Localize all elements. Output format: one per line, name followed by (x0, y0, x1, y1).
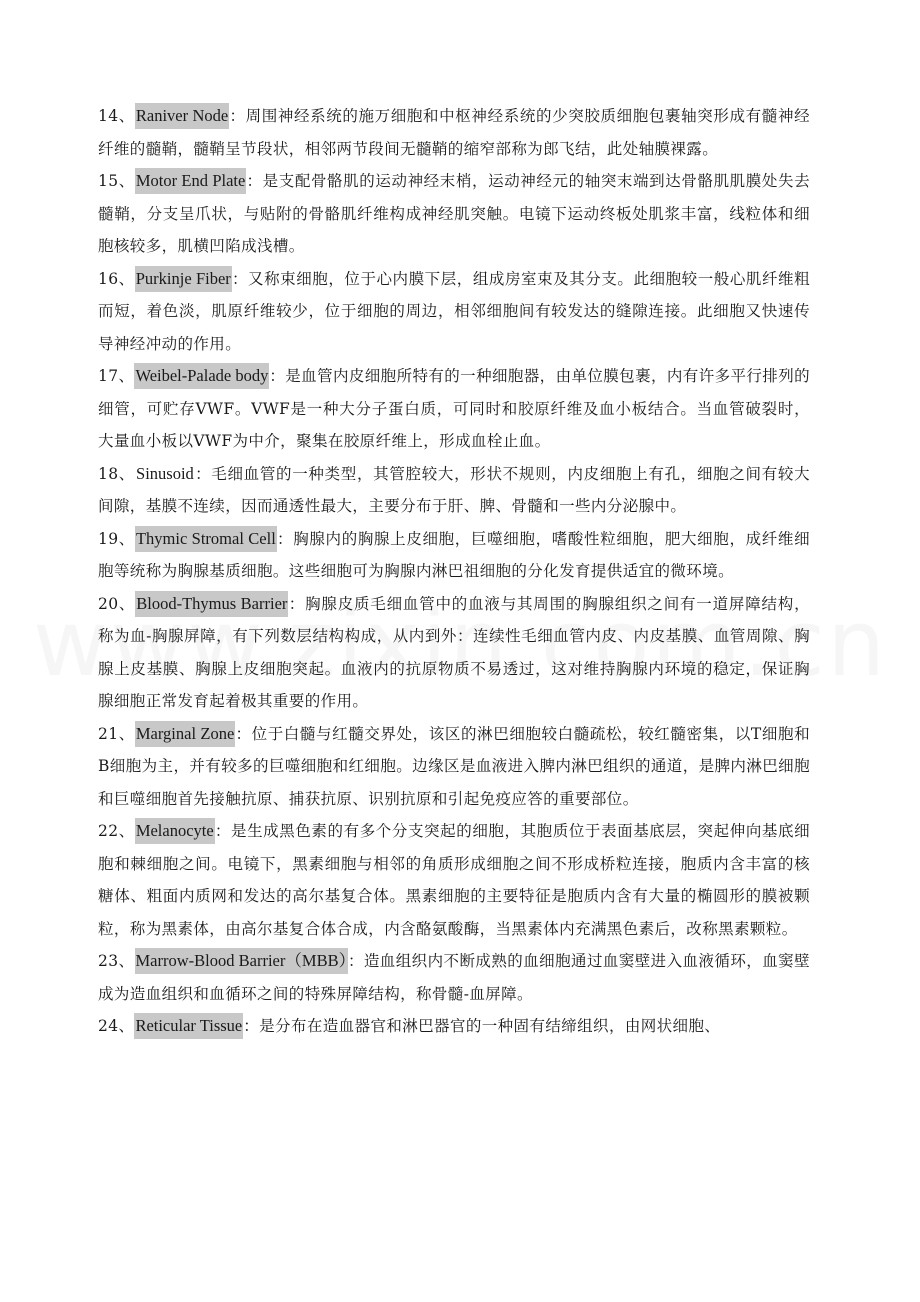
entry-definition: 毛细血管的一种类型，其管腔较大，形状不规则，内皮细胞上有孔，细胞之间有较大间隙，基膜不连续，因而通透性最大，主要分布于肝、脾、骨髓和一些内分泌腺中。 (98, 464, 810, 515)
entry-separator: ： (246, 172, 263, 190)
entry-21 (98, 718, 810, 816)
entry-18 (98, 458, 810, 523)
entry-15 (98, 165, 810, 263)
entry-term: Thymic Stromal Cell (135, 526, 277, 552)
entry-separator: ： (229, 107, 246, 125)
entry-separator: ： (194, 464, 212, 483)
entry-number: 15、 (98, 172, 135, 190)
entry-term: Reticular Tissue (134, 1013, 243, 1039)
entry-separator: ： (276, 529, 294, 548)
entry-definition: 胸腺内的胸腺上皮细胞，巨噬细胞，嗜酸性粒细胞，肥大细胞，成纤维细胞等统称为胸腺基质细胞。这些细胞可为胸腺内淋巴祖细胞的分化发育提供适宜的微环境。 (98, 529, 810, 580)
entry-number: 24、 (98, 1017, 135, 1035)
entry-number: 23、 (98, 952, 135, 970)
entry-number: 19、 (98, 529, 135, 548)
entry-separator: ： (235, 724, 252, 743)
entry-19 (98, 523, 810, 588)
entry-number: 18、 (98, 464, 136, 483)
entry-16 (98, 263, 810, 361)
entry-term: Motor End Plate (135, 168, 246, 194)
entry-definition: 周围神经系统的施万细胞和中枢神经系统的少突胶质细胞包裹轴突形成有髓神经纤维的髓鞘，髓鞘呈节段状，相邻两节段间无髓鞘的缩窄部称为郎飞结，此处轴膜裸露。 (98, 107, 810, 158)
entry-term: Purkinje Fiber (135, 266, 232, 292)
entry-definition: 造血组织内不断成熟的血细胞通过血窦壁进入血液循环，血窦壁成为造血组织和血循环之间的特殊屏障结构，称骨髓-血屏障。 (98, 952, 810, 1003)
entry-term: Sinusoid (136, 463, 194, 483)
entry-number: 16、 (98, 269, 135, 288)
entry-definition: 位于白髓与红髓交界处，该区的淋巴细胞较白髓疏松，较红髓密集，以T细胞和B细胞为主，并有较多的巨噬细胞和红细胞。边缘区是血液进入脾内淋巴组织的通道，是脾内淋巴细胞和巨噬细胞首先接触抗原、捕获抗原、识别抗原和引起免疫应答的重要部位。 (98, 724, 810, 808)
entry-number: 22、 (98, 822, 135, 840)
entry-number: 14、 (98, 107, 135, 125)
entry-14 (98, 100, 810, 165)
document-body (98, 100, 810, 1043)
entry-separator: ： (269, 367, 286, 385)
entry-separator: ： (214, 822, 231, 840)
entry-22 (98, 815, 810, 945)
entry-separator: ： (347, 952, 364, 970)
entry-separator: ： (231, 269, 249, 288)
entry-term: Weibel-Palade body (134, 363, 269, 389)
entry-20 (98, 588, 810, 718)
entry-term: Marginal Zone (135, 721, 235, 747)
entry-number: 20、 (98, 594, 136, 613)
entry-term: Raniver Node (135, 103, 229, 129)
entry-number: 17、 (98, 367, 135, 385)
entry-definition: 胸腺皮质毛细血管中的血液与其周围的胸腺组织之间有一道屏障结构，称为血-胸腺屏障，有下列数层结构构成，从内到外：连续性毛细血管内皮、内皮基膜、血管周隙、胸腺上皮基膜、胸腺上皮细胞突起。血液内的抗原物质不易透过，这对维持胸腺内环境的稳定，保证胸腺细胞正常发育起着极其重要的作用。 (98, 594, 810, 710)
entry-definition: 又称束细胞，位于心内膜下层，组成房室束及其分支。此细胞较一般心肌纤维粗而短，着色淡，肌原纤维较少，位于细胞的周边，相邻细胞间有较发达的缝隙连接。此细胞又快速传导神经冲动的作用。 (98, 269, 810, 353)
entry-separator: ： (243, 1017, 260, 1035)
entry-separator: ： (288, 594, 306, 613)
entry-definition: 是生成黑色素的有多个分支突起的细胞，其胞质位于表面基底层，突起伸向基底细胞和棘细胞之间。电镜下，黑素细胞与相邻的角质形成细胞之间不形成桥粒连接，胞质内含丰富的核糖体、粗面内质网和发达的高尔基复合体。黑素细胞的主要特征是胞质内含有大量的椭圆形的膜被颗粒，称为黑素体，由高尔基复合体合成，内含酪氨酸酶，当黑素体内充满黑色素后，改称黑素颗粒。 (98, 822, 810, 938)
entry-23 (98, 945, 810, 1010)
entry-term: Melanocyte (135, 818, 215, 844)
entry-term: Blood-Thymus Barrier (135, 591, 288, 617)
entry-17 (98, 360, 810, 458)
entry-definition: 是血管内皮细胞所特有的一种细胞器，由单位膜包裹，内有许多平行排列的细管，可贮存VWF。VWF是一种大分子蛋白质，可同时和胶原纤维及血小板结合。当血管破裂时，大量血小板以VWF为中介，聚集在胶原纤维上，形成血栓止血。 (98, 367, 810, 450)
entry-definition: 是支配骨骼肌的运动神经末梢，运动神经元的轴突末端到达骨骼肌肌膜处失去髓鞘，分支呈爪状，与贴附的骨骼肌纤维构成神经肌突触。电镜下运动终板处肌浆丰富，线粒体和细胞核较多，肌横凹陷成浅槽。 (98, 172, 810, 255)
entry-number: 21、 (98, 724, 135, 743)
entry-definition: 是分布在造血器官和淋巴器官的一种固有结缔组织，由网状细胞、 (259, 1017, 721, 1035)
entry-term: Marrow-Blood Barrier（MBB） (135, 948, 348, 974)
entry-24 (98, 1010, 810, 1043)
